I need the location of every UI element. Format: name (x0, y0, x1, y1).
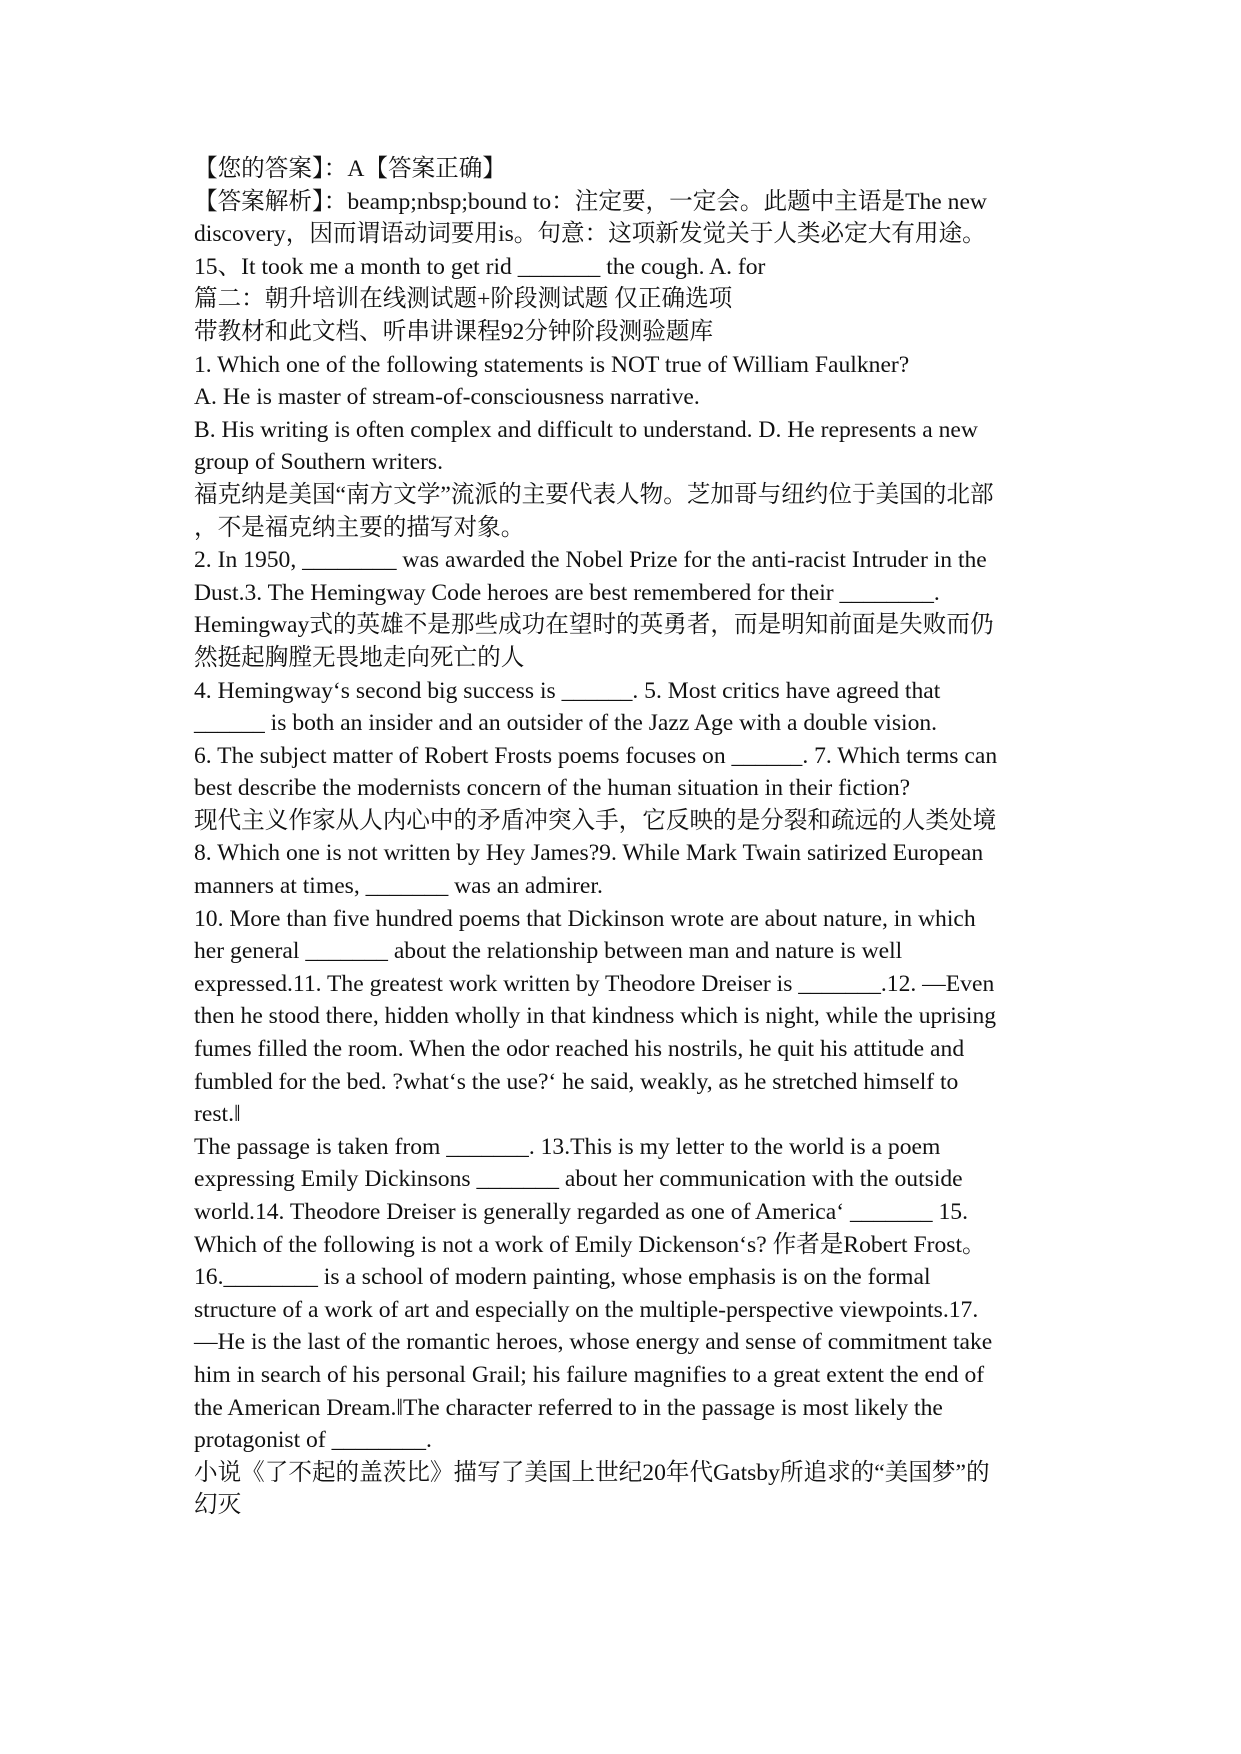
text-line: The passage is taken from _______. 13.This is my letter to the world is a poem (194, 1133, 941, 1160)
text-line: B. His writing is often complex and difficult to understand. D. He represents a new (194, 416, 978, 443)
text-line: 8. Which one is not written by Hey James?9. While Mark Twain satirized European (194, 840, 984, 867)
text-line: 15、It took me a month to get rid _______ the cough. A. for (194, 253, 766, 280)
text-line: the American Dream.‖The character referred to in the passage is most likely the (194, 1394, 943, 1421)
text-line: 6. The subject matter of Robert Frosts poems focuses on ______. 7. Which terms can (194, 742, 998, 769)
text-line: fumes filled the room. When the odor reached his nostrils, he quit his attitude and (194, 1036, 965, 1063)
text-line: ，不是福克纳主要的描写对象。 (194, 514, 525, 541)
text-line: world.14. Theodore Dreiser is generally regarded as one of America‘ _______ 15. (194, 1199, 968, 1225)
text-line: then he stood there, hidden wholly in that kindness which is night, while the uprising (194, 1003, 997, 1030)
text-line: —He is the last of the romantic heroes, whose energy and sense of commitment take (194, 1329, 993, 1356)
text-line: 1. Which one of the following statements is NOT true of William Faulkner? (194, 351, 910, 378)
text-line: 篇二：朝升培训在线测试题+阶段测试题 仅正确选项 (194, 286, 733, 313)
text-line: 【答案解析】：beamp;nbsp;bound to：注定要，一定会。此题中主语是The new (194, 188, 987, 215)
text-line: 10. More than five hundred poems that Dickinson wrote are about nature, in which (194, 905, 976, 932)
text-line: 2. In 1950, ________ was awarded the Nobel Prize for the anti-racist Intruder in the (194, 547, 987, 574)
text-line: best describe the modernists concern of the human situation in their fiction? (194, 775, 911, 802)
text-line: expressed.11. The greatest work written by Theodore Dreiser is _______.12. —Even (194, 970, 995, 997)
text-line: 小说《了不起的盖茨比》描写了美国上世纪20年代Gatsby所追求的“美国梦”的 (194, 1459, 990, 1486)
text-line: rest.‖ (194, 1101, 241, 1128)
text-line: 带教材和此文档、听串讲课程92分钟阶段测验题库 (194, 318, 714, 345)
text-line: Hemingway式的英雄不是那些成功在望时的英勇者，而是明知前面是失败而仍 (194, 612, 994, 639)
text-line: Which of the following is not a work of Emily Dickenson‘s? 作者是Robert Frost。 (194, 1231, 986, 1258)
text-line: discovery，因而谓语动词要用is。句意：这项新发觉关于人类必定大有用途。 (194, 221, 986, 248)
text-line: 然挺起胸膛无畏地走向死亡的人 (194, 644, 525, 671)
text-line: 【您的答案】：A【答案正确】 (194, 156, 506, 182)
text-line: structure of a work of art and especially on the multiple-perspective viewpoints.17. (194, 1296, 979, 1323)
text-line: group of Southern writers. (194, 449, 444, 476)
text-line: 16.________ is a school of modern painting, whose emphasis is on the formal (194, 1264, 931, 1291)
text-line: 现代主义作家从人内心中的矛盾冲突入手，它反映的是分裂和疏远的人类处境 (194, 807, 997, 834)
text-line: manners at times, _______ was an admirer. (194, 873, 603, 900)
text-line: Dust.3. The Hemingway Code heroes are best remembered for their ________. (194, 579, 940, 606)
text-line: 4. Hemingway‘s second big success is ______. 5. Most critics have agreed that (194, 677, 941, 704)
text-line: fumbled for the bed. ?what‘s the use?‘ he said, weakly, as he stretched himself to (194, 1068, 959, 1095)
text-line: 幻灭 (194, 1492, 242, 1519)
text-line: ______ is both an insider and an outsider of the Jazz Age with a double vision. (194, 710, 938, 737)
text-line: expressing Emily Dickinsons _______ about her communication with the outside (194, 1166, 963, 1193)
document-body (194, 153, 1064, 1522)
text-line: him in search of his personal Grail; his failure magnifies to a great extent the end of (194, 1361, 985, 1388)
text-line: protagonist of ________. (194, 1427, 432, 1454)
text-line: A. He is master of stream-of-consciousness narrative. (194, 384, 700, 411)
text-line: 福克纳是美国“南方文学”流派的主要代表人物。芝加哥与纽约位于美国的北部 (194, 481, 994, 508)
text-line: her general _______ about the relationship between man and nature is well (194, 938, 903, 965)
